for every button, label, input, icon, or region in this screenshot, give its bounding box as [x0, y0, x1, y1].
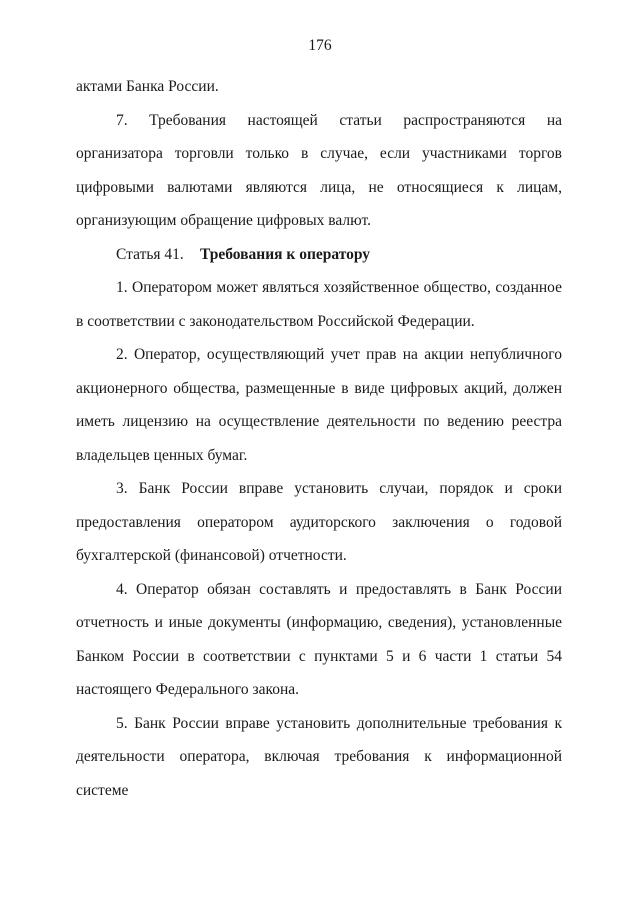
article-title: Требования к оператору	[200, 245, 371, 263]
document-body	[76, 70, 562, 807]
paragraph-article-5: 5. Банк России вправе установить дополнительные требования к деятельности оператора, включая требования к информационной системе	[76, 714, 562, 799]
article-heading	[76, 238, 562, 272]
paragraph-7: 7. Требования настоящей статьи распространяются на организатора торговли только в случае, если участниками торгов цифровыми валютами являются лица, не относящиеся к лицам, организующим обращение цифровых валют.	[76, 111, 562, 229]
article-number: Статья 41.	[116, 245, 184, 263]
paragraph-article-3: 3. Банк России вправе установить случаи, порядок и сроки предоставления оператором аудиторского заключения о годовой бухгалтерской (финансовой) отчетности.	[76, 480, 562, 564]
paragraph-article-4: 4. Оператор обязан составлять и предоставлять в Банк России отчетность и иные документы (информацию, сведения), установленные Банком России в соответствии с пунктами 5 и 6 части 1 статьи 54 настоящего Федерального закона.	[76, 580, 562, 698]
page-number: 176	[308, 37, 332, 54]
paragraph-article-1: 1. Оператором может являться хозяйственное общество, созданное в соответствии с законодательством Российской Федерации.	[76, 279, 562, 330]
paragraph-article-2: 2. Оператор, осуществляющий учет прав на акции непубличного акционерного общества, размещенные в виде цифровых акций, должен иметь лицензию на осуществление деятельности по ведению реестра владельцев ценных бумаг.	[76, 346, 562, 464]
paragraph-continuation: актами Банка России.	[76, 78, 219, 95]
